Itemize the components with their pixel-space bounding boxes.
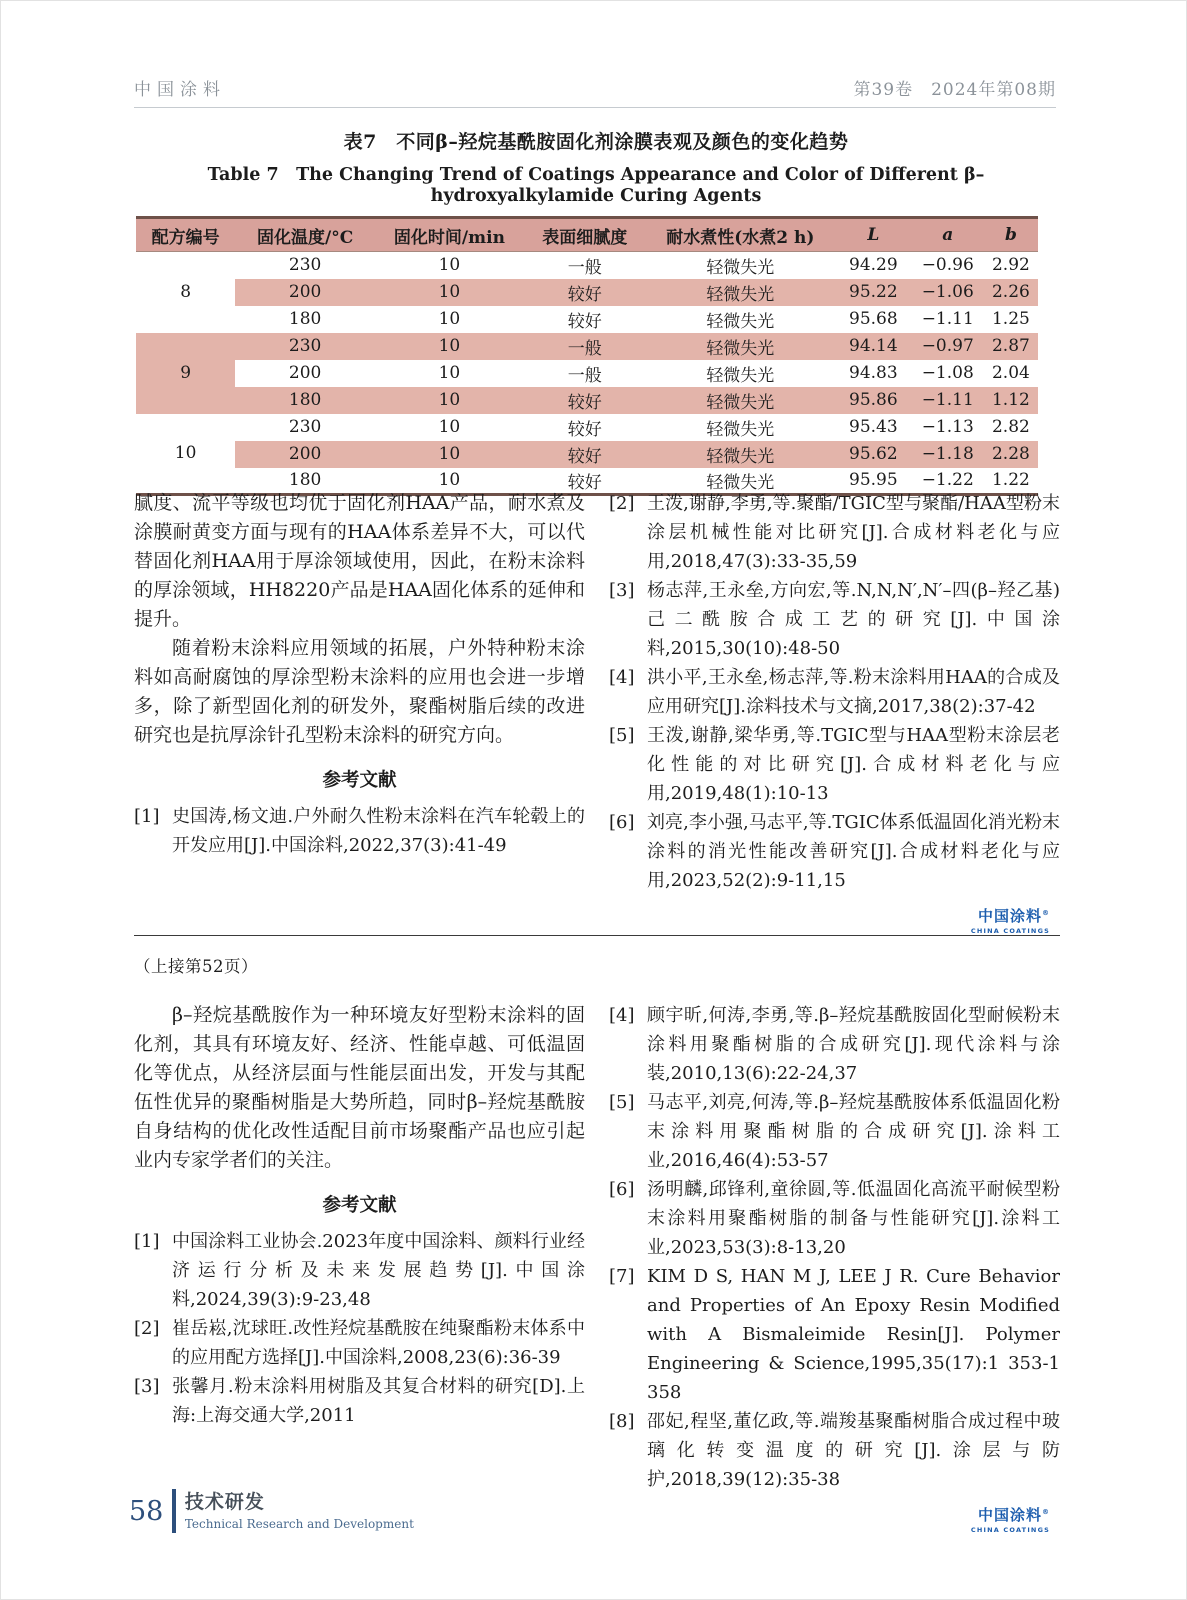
table-row	[136, 441, 1038, 468]
reference-item	[134, 1314, 585, 1372]
table-row	[136, 387, 1038, 414]
reference-item	[609, 663, 1060, 721]
references-heading: 参考文献	[322, 1195, 397, 1216]
section2-columns	[134, 1001, 1060, 1534]
china-coatings-logo	[609, 905, 1060, 935]
table-body	[136, 252, 1038, 495]
table-cell: 200	[235, 441, 375, 468]
logo-text-zh: 中国涂料®	[977, 1506, 1050, 1524]
table-header-row	[136, 218, 1038, 252]
table-row	[136, 360, 1038, 387]
table-cell: 10	[438, 363, 461, 383]
reference-marker: [3]	[609, 580, 635, 601]
table-cell: 2.28	[984, 441, 1038, 468]
table-cell: 轻微失光	[646, 279, 835, 306]
reference-text: 中国涂料工业协会.2023年度中国涂料、颜料行业经济运行分析及未来发展趋势[J].中国涂料,2024,39(3):9-23,48	[172, 1231, 585, 1310]
reference-marker: [5]	[609, 725, 635, 746]
formulation-id-cell: 8	[180, 282, 192, 303]
page-footer	[129, 1489, 414, 1533]
reference-marker: [1]	[134, 1231, 160, 1252]
reference-item	[609, 808, 1060, 895]
logo-text-en: CHINA COATINGS	[970, 927, 1050, 935]
table-cell: 94.29	[849, 255, 898, 276]
table-cell: 94.14	[835, 333, 912, 360]
journal-name: 中国涂料	[134, 80, 226, 100]
table-block	[134, 127, 1058, 496]
registered-mark-icon: ®	[1042, 1508, 1050, 1516]
table-cell: 95.62	[835, 441, 912, 468]
reference-marker: [6]	[609, 1179, 635, 1200]
table-cell: −1.13	[921, 417, 974, 437]
table-cell: 95.86	[835, 387, 912, 414]
reference-text: 刘亮,李小强,马志平,等.TGIC体系低温固化消光粉末涂料的消光性能改善研究[J].合成材料老化与应用,2023,52(2):9-11,15	[647, 812, 1060, 891]
table-cell: 180	[288, 470, 322, 491]
table-cell: 200	[288, 363, 322, 383]
table-cell: 10	[438, 255, 461, 276]
table-cell: 230	[288, 417, 322, 437]
formulation-id-cell: 10	[174, 443, 197, 464]
table-cell: 2.87	[984, 333, 1038, 360]
footer-bar	[172, 1489, 176, 1533]
table-row	[136, 414, 1038, 441]
table-cell: 一般	[567, 257, 602, 278]
table-column-header: 固化时间/min	[375, 218, 524, 252]
reference-text: 洪小平,王永垒,杨志萍,等.粉末涂料用HAA的合成及应用研究[J].涂料技术与文摘,2017,38(2):37-42	[647, 667, 1060, 717]
table-cell: −1.06	[912, 279, 984, 306]
table-cell: 较好	[524, 387, 646, 414]
table-column-header: b	[984, 218, 1038, 252]
table-cell: 10	[375, 441, 524, 468]
table-cell: 10	[438, 309, 461, 329]
table-column-header: 表面细腻度	[524, 218, 646, 252]
reference-text: 王泼,谢静,梁华勇,等.TGIC型与HAA型粉末涂层老化性能的对比研究[J].合成材料老化与应用,2019,48(1):10-13	[647, 725, 1060, 804]
table-cell: 一般	[524, 333, 646, 360]
table-cell: 轻微失光	[706, 365, 775, 386]
reference-marker: [4]	[609, 1005, 635, 1026]
table-column-header: 固化温度/°C	[235, 218, 375, 252]
reference-marker: [2]	[609, 493, 635, 514]
reference-list	[609, 489, 1060, 895]
table-cell: 95.95	[849, 470, 898, 491]
reference-item	[609, 1001, 1060, 1088]
registered-mark-icon: ®	[1042, 909, 1050, 917]
reference-text: 马志平,刘亮,何涛,等.β–羟烷基酰胺体系低温固化粉末涂料用聚酯树脂的合成研究[J].涂料工业,2016,46(4):53-57	[647, 1092, 1060, 1171]
table-cell: −1.22	[921, 470, 974, 491]
continuation-note: （上接第52页）	[134, 957, 258, 976]
issue-info: 第39卷 2024年第08期	[853, 80, 1056, 100]
section2-right-column	[609, 1001, 1060, 1534]
table-cell: 10	[375, 387, 524, 414]
reference-item	[134, 1227, 585, 1314]
table-cell: 较好	[567, 472, 602, 493]
table-column-header: a	[912, 218, 984, 252]
body-paragraph: β–羟烷基酰胺作为一种环境友好型粉末涂料的固化剂，其具有环境友好、经济、性能卓越、可低温固化等优点，从经济层面与性能层面出发，开发与其配伍性优异的聚酯树脂是大势所趋，同时β–羟烷基酰胺自身结构的优化改性适配目前市场聚酯产品也应引起业内专家学者们的关注。	[134, 1004, 585, 1171]
table-cell: −0.96	[921, 255, 974, 276]
reference-item	[609, 1175, 1060, 1262]
reference-list	[609, 1001, 1060, 1494]
table-cell: 较好	[567, 419, 602, 440]
reference-text: 汤明麟,邱锋利,童徐圆,等.低温固化高流平耐候型粉末涂料用聚酯树脂的制备与性能研究[J].涂料工业,2023,53(3):8-13,20	[647, 1179, 1060, 1258]
section1-left-column	[134, 489, 585, 935]
reference-marker: [5]	[609, 1092, 635, 1113]
china-coatings-logo	[609, 1504, 1060, 1534]
reference-text: 史国涛,杨文迪.户外耐久性粉末涂料在汽车轮毂上的开发应用[J].中国涂料,2022,37(3):41-49	[172, 806, 585, 856]
table-cell: 95.68	[849, 309, 898, 329]
table-row	[136, 279, 1038, 306]
table-cell: 10	[375, 279, 524, 306]
footer-section-en: Technical Research and Development	[184, 1516, 414, 1531]
references-heading: 参考文献	[322, 770, 397, 791]
reference-text: 邵妃,程坚,董亿政,等.端羧基聚酯树脂合成过程中玻璃化转变温度的研究[J].涂层与防护,2018,39(12):35-38	[647, 1411, 1060, 1490]
body-paragraph: 随着粉末涂料应用领域的拓展，户外特种粉末涂料如高耐腐蚀的厚涂型粉末涂料的应用也会进一步增多，除了新型固化剂的研发外，聚酯树脂后续的改进研究也是抗厚涂针孔型粉末涂料的研究方向。	[134, 637, 585, 746]
table-cell: 2.26	[984, 279, 1038, 306]
reference-marker: [7]	[609, 1266, 635, 1287]
logo-text-zh: 中国涂料®	[977, 907, 1050, 925]
table-cell: 轻微失光	[706, 311, 775, 332]
table-row	[136, 333, 1038, 360]
table-cell: −1.11	[912, 387, 984, 414]
reference-item	[609, 1262, 1060, 1407]
table-cell: 10	[438, 417, 461, 437]
table-cell: 2.92	[991, 255, 1030, 276]
logo-text-en: CHINA COATINGS	[970, 1526, 1050, 1534]
article-divider	[134, 935, 1060, 936]
section1-right-column	[609, 489, 1060, 935]
table-column-header: 配方编号	[136, 218, 235, 252]
table-cell: 轻微失光	[706, 419, 775, 440]
table-cell: 轻微失光	[646, 387, 835, 414]
reference-item	[609, 1407, 1060, 1494]
table-cell: 230	[288, 255, 322, 276]
reference-marker: [3]	[134, 1376, 160, 1397]
reference-item	[134, 1372, 585, 1430]
table-cell: 94.83	[849, 363, 898, 383]
reference-text: 顾宇昕,何涛,李勇,等.β–羟烷基酰胺固化型耐候粉末涂料用聚酯树脂的合成研究[J].现代涂料与涂装,2010,13(6):22-24,37	[647, 1005, 1060, 1084]
table-cell: −1.18	[912, 441, 984, 468]
reference-text: 杨志萍,王永垒,方向宏,等.N,N,N′,N′–四(β–羟乙基)己二酰胺合成工艺的研究[J].中国涂料,2015,30(10):48-50	[647, 580, 1060, 659]
body-paragraph: 腻度、流平等级也均优于固化剂HAA产品，耐水煮及涂膜耐黄变方面与现有的HAA体系差异不大，可以代替固化剂HAA用于厚涂领域使用，因此，在粉末涂料的厚涂领域，HH8220产品是HAA固化体系的延伸和提升。	[134, 492, 585, 630]
table-cell: 1.22	[991, 470, 1030, 491]
reference-list	[134, 802, 585, 860]
table-cell: 180	[288, 309, 322, 329]
table-cell: 轻微失光	[706, 472, 775, 493]
table-cell: −1.11	[921, 309, 974, 329]
reference-marker: [4]	[609, 667, 635, 688]
table-cell: 一般	[567, 365, 602, 386]
table-title-en: Table 7 The Changing Trend of Coatings Appearance and Color of Different β–hydroxyalkylamide Curing Agents	[207, 165, 985, 206]
formulation-id-cell: 9	[136, 333, 235, 414]
table-cell: 10	[375, 333, 524, 360]
results-table	[136, 216, 1038, 496]
reference-marker: [2]	[134, 1318, 160, 1339]
table-cell: 较好	[524, 279, 646, 306]
reference-item	[609, 489, 1060, 576]
reference-text: 张馨月.粉末涂料用树脂及其复合材料的研究[D].上海:上海交通大学,2011	[172, 1376, 585, 1426]
page-number: 58	[129, 1495, 164, 1527]
reference-item	[609, 1088, 1060, 1175]
reference-item	[609, 576, 1060, 663]
table-cell: 230	[235, 333, 375, 360]
table-cell: −1.08	[921, 363, 974, 383]
reference-list	[134, 1227, 585, 1430]
table-cell: 200	[235, 279, 375, 306]
table-row	[136, 306, 1038, 333]
section2-left-column	[134, 1001, 585, 1534]
table-cell: 1.12	[984, 387, 1038, 414]
table-cell: 95.43	[849, 417, 898, 437]
footer-section-titles	[185, 1491, 414, 1531]
running-head	[134, 75, 1056, 108]
table-cell: 轻微失光	[706, 257, 775, 278]
section1-columns	[134, 489, 1060, 935]
table-column-header: L	[835, 218, 912, 252]
reference-item	[134, 802, 585, 860]
reference-marker: [8]	[609, 1411, 635, 1432]
table-cell: 轻微失光	[646, 333, 835, 360]
table-cell: 95.22	[835, 279, 912, 306]
table-cell: 10	[438, 470, 461, 491]
reference-item	[609, 721, 1060, 808]
reference-marker: [1]	[134, 806, 160, 827]
table-cell: 较好	[524, 441, 646, 468]
table-column-header: 耐水煮性(水煮2 h)	[646, 218, 835, 252]
reference-marker: [6]	[609, 812, 635, 833]
table-row	[136, 252, 1038, 279]
table-title-zh: 表7 不同β–羟烷基酰胺固化剂涂膜表观及颜色的变化趋势	[343, 131, 849, 153]
reference-text: 王泼,谢静,李勇,等.聚酯/TGIC型与聚酯/HAA型粉末涂层机械性能对比研究[J].合成材料老化与应用,2018,47(3):33-35,59	[647, 493, 1060, 572]
footer-section-zh: 技术研发	[184, 1491, 265, 1514]
table-cell: 180	[235, 387, 375, 414]
table-cell: 2.04	[991, 363, 1030, 383]
table-cell: 2.82	[991, 417, 1030, 437]
table-cell: −0.97	[912, 333, 984, 360]
table-cell: 1.25	[991, 309, 1030, 329]
reference-text: 崔岳崧,沈球旺.改性羟烷基酰胺在纯聚酯粉末体系中的应用配方选择[J].中国涂料,2008,23(6):36-39	[172, 1318, 585, 1368]
table-cell: 轻微失光	[646, 441, 835, 468]
table-cell: 较好	[567, 311, 602, 332]
reference-text: KIM D S, HAN M J, LEE J R. Cure Behavior and Properties of An Epoxy Resin Modified with A Bismaleimide Resin[J]. Polymer Engineering & Science,1995,35(17):1 353-1 358	[647, 1266, 1060, 1403]
